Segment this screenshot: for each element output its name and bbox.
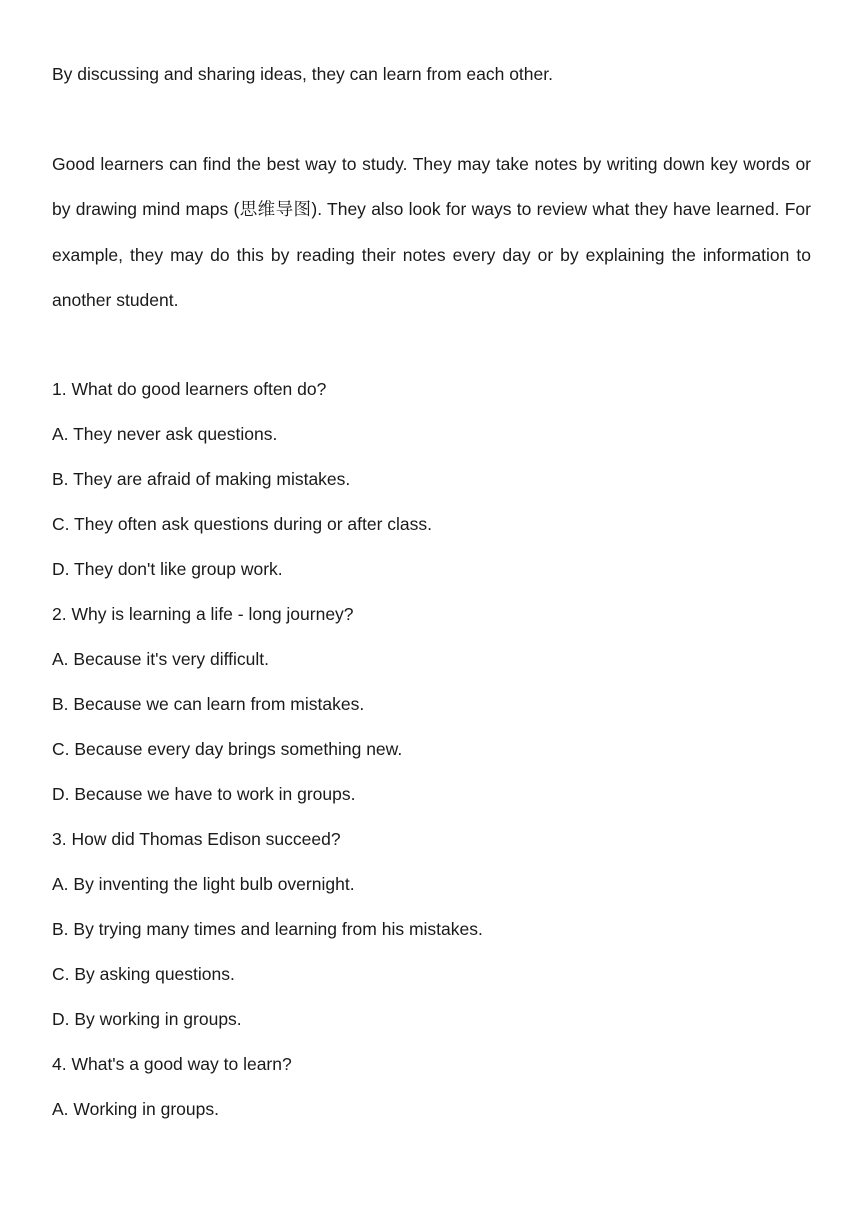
study-methods-paragraph [52, 142, 811, 323]
question-1-stem: 1. What do good learners often do? [52, 379, 327, 399]
question-3-option-a: A. By inventing the light bulb overnight. [52, 874, 355, 894]
paragraph-cjk-term: 思维导图 [239, 200, 312, 220]
question-3-option-b: B. By trying many times and learning from his mistakes. [52, 919, 483, 939]
question-2-option-d: D. Because we have to work in groups. [52, 784, 356, 804]
question-2-option-a: A. Because it's very difficult. [52, 649, 269, 669]
paragraph-text-part1: Good learners can find the best way to study. They may take notes by writing down key words or by drawing mind maps ( [52, 154, 811, 219]
question-list [52, 367, 811, 1132]
question-3-option-c: C. By asking questions. [52, 964, 235, 984]
question-1-option-c: C. They often ask questions during or after class. [52, 514, 433, 534]
question-1-option-a: A. They never ask questions. [52, 424, 278, 444]
question-2-option-c: C. Because every day brings something new. [52, 739, 403, 759]
question-3-option-d: D. By working in groups. [52, 1009, 242, 1029]
question-3-stem: 3. How did Thomas Edison succeed? [52, 829, 341, 849]
question-4-stem: 4. What's a good way to learn? [52, 1054, 292, 1074]
question-2-stem: 2. Why is learning a life - long journey? [52, 604, 354, 624]
paragraph-text-part2: ). They also look for ways to review what they have learned. For example, they may do this by reading their notes every day or by explaining the information to another student. [52, 199, 811, 310]
question-4-option-a: A. Working in groups. [52, 1099, 219, 1119]
question-1-option-d: D. They don't like group work. [52, 559, 283, 579]
question-2-option-b: B. Because we can learn from mistakes. [52, 694, 365, 714]
question-1-option-b: B. They are afraid of making mistakes. [52, 469, 351, 489]
intro-line: By discussing and sharing ideas, they can learn from each other. [52, 64, 553, 84]
